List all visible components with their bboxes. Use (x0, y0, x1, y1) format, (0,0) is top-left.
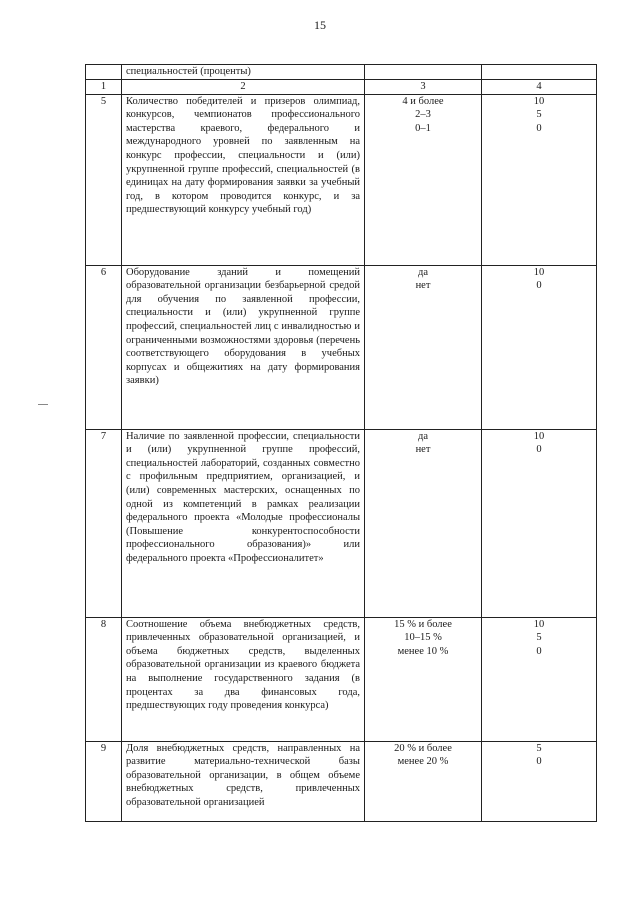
score-value: 0 (536, 756, 542, 768)
criterion-description: Количество победителей и призеров олимпиад, конкурсов, чемпионатов профессионального мастерства краевого, федерального и международного уровней по заявленным на конкурс профессии, специальности и (или) укрупненной группе профессий, специальностей (в единицах на дату формирования заявки за учебный год, в котором проводится конкурс, и за предшествующий конкурсу учебный год) (122, 94, 365, 265)
criterion-values (365, 429, 482, 617)
continuation-text: специальностей (проценты) (122, 65, 365, 80)
criterion-description: Доля внебюджетных средств, направленных на развитие материально-технической базы образовательной организации, в общем объеме внебюджетных средств, привлеченных образовательной организацией (122, 741, 365, 821)
score-value: 10 (533, 618, 545, 630)
table-cell (365, 65, 482, 80)
criterion-value: нет (415, 280, 431, 292)
table-row (86, 94, 597, 265)
criterion-value: 2–3 (415, 109, 431, 121)
criterion-value: да (417, 266, 428, 278)
score-value: 10 (533, 266, 545, 278)
score-values (482, 265, 597, 429)
page-number: 15 (314, 18, 326, 32)
score-values (482, 617, 597, 741)
column-number-4: 4 (482, 80, 597, 95)
row-number: 9 (86, 741, 122, 821)
score-value: 5 (536, 742, 542, 754)
column-number-row (86, 80, 597, 95)
table-cell (86, 65, 122, 80)
column-number-3: 3 (365, 80, 482, 95)
margin-mark (38, 404, 48, 405)
score-value: 0 (536, 645, 542, 657)
score-value: 0 (536, 280, 542, 292)
score-value: 0 (536, 444, 542, 456)
row-number: 7 (86, 429, 122, 617)
criterion-value: менее 10 % (397, 645, 449, 657)
criterion-values (365, 265, 482, 429)
criterion-description: Наличие по заявленной профессии, специальности и (или) укрупненной группе профессий, специальностей лабораторий, созданных совместно с профильным предприятием, организацией, и (или) современных мастерских, оснащенных по одной из компетенций в рамках реализации федерального проекта «Молодые профессионалы (Повышение конкурентоспособности профессионального образования)» или федерального проекта «Профессионалитет» (122, 429, 365, 617)
column-number-1: 1 (86, 80, 122, 95)
score-value: 5 (536, 632, 542, 644)
score-value: 10 (533, 95, 545, 107)
table-row (86, 429, 597, 617)
row-number: 6 (86, 265, 122, 429)
criterion-values (365, 94, 482, 265)
criteria-table (85, 64, 597, 822)
score-value: 0 (536, 122, 542, 134)
table-row (86, 741, 597, 821)
score-value: 10 (533, 430, 545, 442)
score-values (482, 429, 597, 617)
criterion-value: да (417, 430, 428, 442)
criterion-value: 10–15 % (404, 632, 442, 644)
table-row (86, 265, 597, 429)
table-row (86, 617, 597, 741)
score-values (482, 741, 597, 821)
criterion-description: Соотношение объема внебюджетных средств, привлеченных образовательной организацией, и объема бюджетных средств, выделенных образовательной организации из краевого бюджета на выполнение государственного задания (в процентах за два финансовых года, предшествующих году проведения конкурса) (122, 617, 365, 741)
continuation-row (86, 65, 597, 80)
criterion-value: менее 20 % (397, 756, 449, 768)
criterion-description: Оборудование зданий и помещений образовательной организации безбарьерной средой для обучения по заявленной профессии, специальности и (или) укрупненной группе профессий, специальностей лиц с инвалидностью и ограниченными возможностями здоровья (перечень соответствующего оборудования в учебных корпусах и общежитиях на дату формирования заявки) (122, 265, 365, 429)
criterion-values (365, 741, 482, 821)
table-cell (482, 65, 597, 80)
score-value: 5 (536, 109, 542, 121)
row-number: 8 (86, 617, 122, 741)
criterion-value: 15 % и более (394, 618, 452, 630)
criterion-value: 4 и более (402, 95, 444, 107)
criterion-value: 0–1 (415, 122, 431, 134)
row-number: 5 (86, 94, 122, 265)
criterion-value: нет (415, 444, 431, 456)
column-number-2: 2 (122, 80, 365, 95)
score-values (482, 94, 597, 265)
criterion-value: 20 % и более (394, 742, 452, 754)
criterion-values (365, 617, 482, 741)
